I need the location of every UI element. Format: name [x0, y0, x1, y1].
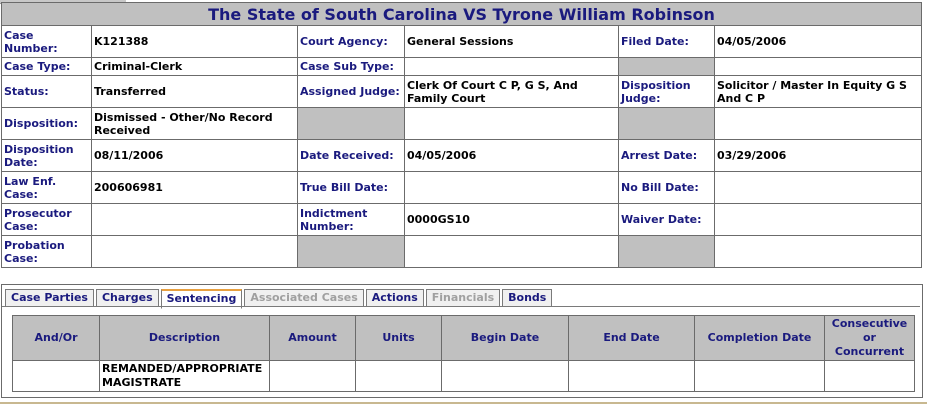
tab-associated-cases: Associated Cases — [244, 289, 363, 307]
field-label: Indictment Number: — [298, 204, 405, 236]
table-cell — [825, 361, 915, 392]
tab-charges[interactable]: Charges — [96, 289, 159, 307]
field-value: 04/05/2006 — [715, 26, 922, 58]
case-title: The State of South Carolina VS Tyrone William Robinson — [2, 3, 922, 26]
field-value — [715, 58, 922, 76]
column-header: Description — [100, 316, 270, 361]
column-header: Consecutive or Concurrent — [825, 316, 915, 361]
case-row — [2, 236, 922, 268]
field-value — [405, 236, 619, 268]
empty-cell — [619, 58, 715, 76]
empty-cell — [298, 108, 405, 140]
empty-cell — [619, 108, 715, 140]
field-value: Transferred — [92, 76, 298, 108]
column-header: Begin Date — [442, 316, 569, 361]
tab-divider — [2, 306, 920, 307]
case-row — [2, 172, 922, 204]
field-value: 0000GS10 — [405, 204, 619, 236]
table-cell — [13, 361, 100, 392]
case-tabs-panel — [1, 284, 923, 398]
field-label: Prosecutor Case: — [2, 204, 92, 236]
field-label: Assigned Judge: — [298, 76, 405, 108]
table-cell: REMANDED/APPROPRIATE MAGISTRATE — [100, 361, 270, 392]
field-label: True Bill Date: — [298, 172, 405, 204]
field-value — [405, 172, 619, 204]
column-header: Amount — [270, 316, 356, 361]
case-row — [2, 58, 922, 76]
field-label: Case Number: — [2, 26, 92, 58]
tab-bar — [5, 289, 554, 307]
field-value — [92, 236, 298, 268]
table-cell — [356, 361, 442, 392]
field-label: Disposition: — [2, 108, 92, 140]
case-row — [2, 108, 922, 140]
field-value — [405, 108, 619, 140]
field-value — [715, 236, 922, 268]
field-label: Law Enf. Case: — [2, 172, 92, 204]
field-value: Dismissed - Other/No Record Received — [92, 108, 298, 140]
empty-cell — [619, 236, 715, 268]
field-value: Criminal-Clerk — [92, 58, 298, 76]
field-label: Disposition Date: — [2, 140, 92, 172]
field-value: 04/05/2006 — [405, 140, 619, 172]
sentencing-table — [12, 315, 915, 392]
field-label: No Bill Date: — [619, 172, 715, 204]
table-cell — [695, 361, 825, 392]
field-value: General Sessions — [405, 26, 619, 58]
field-value: 08/11/2006 — [92, 140, 298, 172]
case-row — [2, 26, 922, 58]
field-value — [715, 204, 922, 236]
footer-divider — [0, 402, 927, 404]
column-header: Completion Date — [695, 316, 825, 361]
field-value: 03/29/2006 — [715, 140, 922, 172]
field-label: Disposition Judge: — [619, 76, 715, 108]
column-header: End Date — [569, 316, 695, 361]
field-value — [405, 58, 619, 76]
tab-case-parties[interactable]: Case Parties — [5, 289, 94, 307]
field-label: Date Received: — [298, 140, 405, 172]
empty-cell — [298, 236, 405, 268]
field-value: Solicitor / Master In Equity G S And C P — [715, 76, 922, 108]
tab-bonds[interactable]: Bonds — [502, 289, 552, 307]
case-row — [2, 140, 922, 172]
field-label: Filed Date: — [619, 26, 715, 58]
case-details-table — [1, 2, 922, 268]
table-row — [13, 361, 915, 392]
tab-actions[interactable]: Actions — [366, 289, 424, 307]
table-cell — [569, 361, 695, 392]
field-label: Waiver Date: — [619, 204, 715, 236]
case-row — [2, 204, 922, 236]
tab-financials: Financials — [426, 289, 500, 307]
column-header: And/Or — [13, 316, 100, 361]
field-value: K121388 — [92, 26, 298, 58]
field-value — [715, 172, 922, 204]
field-label: Case Type: — [2, 58, 92, 76]
table-cell — [270, 361, 356, 392]
table-cell — [442, 361, 569, 392]
field-label: Court Agency: — [298, 26, 405, 58]
case-row — [2, 76, 922, 108]
tab-sentencing[interactable]: Sentencing — [161, 289, 243, 309]
field-label: Case Sub Type: — [298, 58, 405, 76]
field-label: Status: — [2, 76, 92, 108]
column-header: Units — [356, 316, 442, 361]
field-label: Arrest Date: — [619, 140, 715, 172]
field-label: Probation Case: — [2, 236, 92, 268]
field-value — [715, 108, 922, 140]
field-value: 200606981 — [92, 172, 298, 204]
field-value — [92, 204, 298, 236]
field-value: Clerk Of Court C P, G S, And Family Court — [405, 76, 619, 108]
